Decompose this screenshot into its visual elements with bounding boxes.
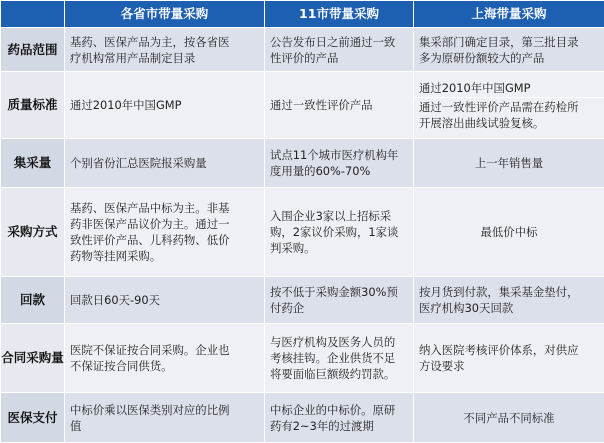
cell-provinces — [65, 188, 265, 277]
header-row — [1, 1, 604, 28]
cell-shanghai — [414, 72, 604, 139]
cell-provinces — [65, 139, 265, 188]
row-label: 合同采购量 — [1, 324, 65, 393]
corner-cell — [1, 1, 65, 28]
text-line: 致性评价产品、儿科药物、低价 — [70, 232, 259, 248]
text-line: 公告发布日之前通过一致 — [270, 34, 408, 50]
text-line: 开展溶出曲线试验复核。 — [419, 115, 599, 131]
text-line: 上一年销售量 — [419, 155, 599, 171]
row-volume — [1, 139, 604, 188]
text-line: 购，2家议价采购，1家谈 — [270, 224, 408, 240]
header-shanghai: 上海带量采购 — [414, 1, 604, 28]
cell-provinces — [65, 28, 265, 72]
sub-cell — [414, 97, 604, 131]
cell-11-cities — [265, 277, 414, 324]
cell-11-cities — [265, 188, 414, 277]
text-line: 药非医保产品议价为主。通过一 — [70, 216, 259, 232]
text-line: 方设要求 — [419, 358, 599, 374]
cell-provinces — [65, 393, 265, 443]
cell-shanghai — [414, 277, 604, 324]
cell-11-cities — [265, 28, 414, 72]
text-line: 通过2010年中国GMP — [419, 80, 599, 96]
text-line: 将要面临巨额级约罚款。 — [270, 366, 408, 382]
cell-provinces — [65, 72, 265, 139]
text-line: 最低价中标 — [419, 224, 599, 240]
text-line: 通过一致性评价产品需在药检所 — [419, 99, 599, 115]
cell-11-cities — [265, 324, 414, 393]
row-payment — [1, 277, 604, 324]
row-insurance-payment — [1, 393, 604, 443]
text-line: 多为原研份额较大的产品 — [419, 50, 599, 66]
text-line: 判采购。 — [270, 240, 408, 256]
row-procurement-method — [1, 188, 604, 277]
cell-shanghai — [414, 324, 604, 393]
row-quality-standard — [1, 72, 604, 139]
cell-shanghai — [414, 28, 604, 72]
text-line: 个别省份汇总医院报采购量 — [70, 155, 259, 171]
text-line: 中标价乘以医保类别对应的比例 — [70, 402, 259, 418]
text-line: 入围企业3家以上招标采 — [270, 208, 408, 224]
text-line: 性评价的产品 — [270, 50, 408, 66]
text-line: 通过2010年中国GMP — [70, 97, 259, 113]
text-line: 基药、医保产品为主，按各省医 — [70, 34, 259, 50]
header-provinces: 各省市带量采购 — [65, 1, 265, 28]
text-line: 集采部门确定目录，第三批目录 — [419, 34, 599, 50]
row-label: 采购方式 — [1, 188, 65, 277]
text-line: 疗机构常用产品制定目录 — [70, 50, 259, 66]
text-line: 按不低于采购金额30%预 — [270, 284, 408, 300]
cell-shanghai — [414, 139, 604, 188]
text-line: 纳入医院考核评价体系，对供应 — [419, 342, 599, 358]
text-line: 回款日60天-90天 — [70, 292, 259, 308]
text-line: 按月货到付款，集采基金垫付， — [419, 284, 599, 300]
text-line: 中标企业的中标价。原研 — [270, 402, 408, 418]
header-11-cities: 11市带量采购 — [265, 1, 414, 28]
text-line: 值 — [70, 418, 259, 434]
text-line: 医疗机构30天回款 — [419, 300, 599, 316]
text-line: 基药、医保产品中标为主。非基 — [70, 200, 259, 216]
cell-provinces — [65, 324, 265, 393]
text-line: 药物等挂网采购。 — [70, 248, 259, 264]
text-line: 考核挂钩。企业供货不足 — [270, 350, 408, 366]
cell-shanghai — [414, 393, 604, 443]
cell-11-cities — [265, 72, 414, 139]
text-line: 不同产品不同标准 — [419, 410, 599, 426]
text-line: 试点11个城市医疗机构年 — [270, 147, 408, 163]
row-label: 质量标准 — [1, 72, 65, 139]
cell-provinces — [65, 277, 265, 324]
row-label: 集采量 — [1, 139, 65, 188]
text-line: 药有2~3年的过渡期 — [270, 418, 408, 434]
row-label: 药品范围 — [1, 28, 65, 72]
text-line: 通过一致性评价产品 — [270, 97, 408, 113]
text-line: 付药企 — [270, 300, 408, 316]
text-line: 度用量的60%-70% — [270, 163, 408, 179]
text-line: 医院不保证按合同采购。企业也 — [70, 342, 259, 358]
row-drug-scope — [1, 28, 604, 72]
cell-11-cities — [265, 393, 414, 443]
row-label: 医保支付 — [1, 393, 65, 443]
text-line: 不保证按合同供货。 — [70, 358, 259, 374]
row-contract-volume — [1, 324, 604, 393]
text-line: 与医疗机构及医务人员的 — [270, 334, 408, 350]
cell-11-cities — [265, 139, 414, 188]
cell-shanghai — [414, 188, 604, 277]
row-label: 回款 — [1, 277, 65, 324]
